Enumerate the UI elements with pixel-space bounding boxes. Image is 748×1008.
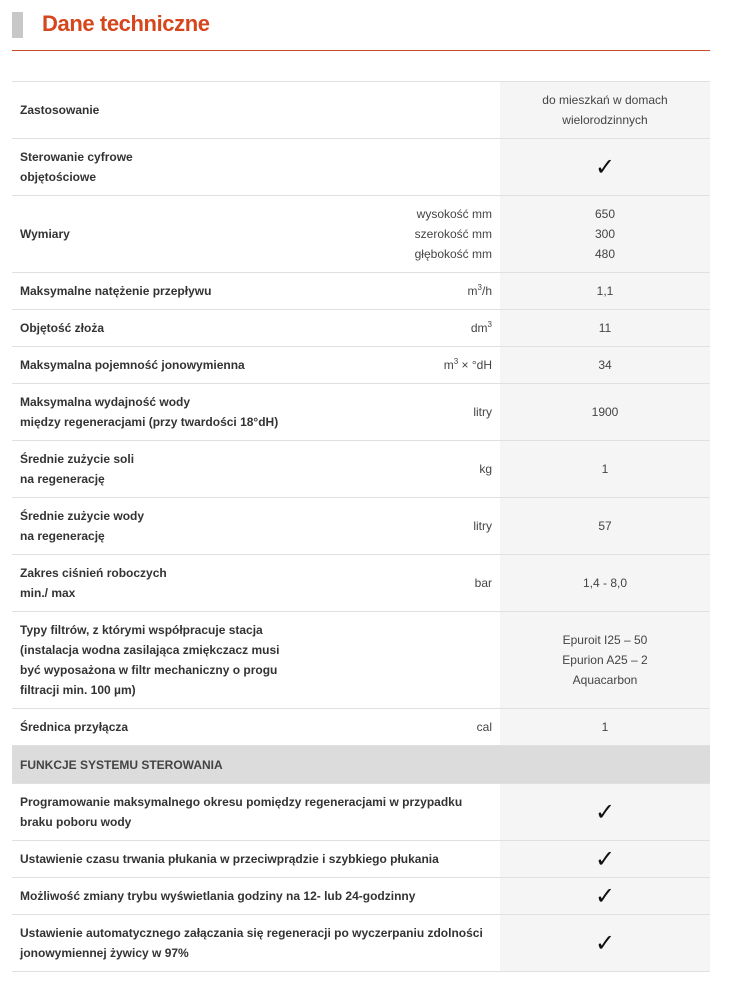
row-label-text: Maksymalna wydajność wody między regeneracjami (przy twardości 18°dH) (20, 395, 279, 429)
value-text: 11 (598, 321, 612, 335)
header-accent-bar (12, 12, 23, 38)
row-unit (310, 555, 500, 611)
function-value (500, 841, 710, 877)
unit-base: m (443, 358, 454, 372)
unit-text: wysokość mm (416, 207, 492, 221)
row-unit (310, 196, 500, 272)
table-row (12, 555, 710, 612)
row-label-text: Średnie zużycie wody na regenerację (20, 509, 145, 543)
unit-text: bar (474, 576, 492, 590)
row-unit (310, 384, 500, 440)
row-unit (310, 82, 500, 138)
section-header (12, 10, 710, 51)
function-label-text: Programowanie maksymalnego okresu pomiędzy regeneracjami w przypadku braku poboru wody (20, 795, 463, 829)
row-unit (310, 441, 500, 497)
function-row (12, 878, 710, 915)
unit-superscript: 3 (477, 283, 482, 292)
checkmark-icon: ✓ (594, 153, 616, 181)
row-label-text: Średnica przyłącza (20, 720, 129, 734)
row-label (12, 555, 310, 611)
unit-tail: × °dH (458, 358, 492, 372)
row-value (500, 612, 710, 708)
row-label-text: Objętość złoża (20, 321, 105, 335)
row-value (500, 498, 710, 554)
value-text: Epuroit I25 – 50 (562, 633, 648, 647)
row-value (500, 347, 710, 383)
unit-superscript: 3 (487, 320, 492, 329)
section-heading: FUNKCJE SYSTEMU STEROWANIA (12, 746, 710, 784)
unit-tail: /h (481, 284, 492, 298)
row-label (12, 82, 310, 138)
unit-text (444, 355, 492, 375)
row-unit (310, 273, 500, 309)
value-text: 1,1 (596, 284, 614, 298)
row-label (12, 498, 310, 554)
function-label (12, 784, 500, 840)
row-value (500, 709, 710, 745)
row-unit (310, 709, 500, 745)
row-label-text: Typy filtrów, z którymi współpracuje stacja (instalacja wodna zasilająca zmiękczacz musi być wyposażona w filtr mechaniczny o progu filtracji min. 100 µm) (20, 623, 280, 697)
function-label (12, 915, 500, 971)
row-label-text: Sterowanie cyfrowe objętościowe (20, 150, 133, 184)
table-row (12, 384, 710, 441)
unit-text: kg (479, 462, 492, 476)
function-label (12, 841, 500, 877)
value-text: 57 (598, 519, 612, 533)
value-text: 480 (594, 247, 616, 261)
row-label (12, 612, 310, 708)
row-unit (310, 612, 500, 708)
table-row (12, 82, 710, 139)
unit-text: litry (473, 405, 492, 419)
row-label (12, 709, 310, 745)
unit-superscript: 3 (453, 357, 459, 366)
row-value (500, 384, 710, 440)
row-label-text: Zakres ciśnień roboczych min./ max (20, 566, 167, 600)
value-text: 300 (594, 227, 616, 241)
table-row (12, 139, 710, 196)
table-row (12, 196, 710, 273)
row-label (12, 139, 310, 195)
function-row (12, 841, 710, 878)
table-row (12, 709, 710, 746)
function-row (12, 784, 710, 841)
row-label-text: Maksymalne natężenie przepływu (20, 284, 212, 298)
value-text: 34 (598, 358, 612, 372)
value-text: Epurion A25 – 2 (562, 653, 648, 667)
row-unit (310, 139, 500, 195)
table-row (12, 347, 710, 384)
unit-text (471, 318, 492, 338)
table-row (12, 498, 710, 555)
value-text: 1,4 - 8,0 (582, 576, 628, 590)
value-text: wielorodzinnych (562, 113, 648, 127)
value-text: Aquacarbon (572, 673, 638, 687)
unit-base: m (467, 284, 478, 298)
unit-text: szerokość mm (414, 227, 492, 241)
function-label-text: Możliwość zmiany trybu wyświetlania godziny na 12- lub 24-godzinny (20, 889, 416, 903)
row-label (12, 384, 310, 440)
table-row (12, 612, 710, 709)
row-value (500, 82, 710, 138)
unit-base: dm (470, 321, 488, 335)
unit-text: głębokość mm (414, 247, 492, 261)
page-title: Dane techniczne (42, 11, 210, 36)
value-text: do mieszkań w domach (542, 93, 668, 107)
function-label-text: Ustawienie automatycznego załączania się regeneracji po wyczerpaniu zdolności jonowymiennej żywicy w 97% (20, 926, 483, 960)
unit-text (468, 281, 492, 301)
row-unit (310, 310, 500, 346)
checkmark-icon: ✓ (594, 845, 616, 873)
row-label-text: Wymiary (20, 227, 70, 241)
unit-text: litry (473, 519, 492, 533)
row-value (500, 310, 710, 346)
row-label-text: Średnie zużycie soli na regenerację (20, 452, 135, 486)
value-text: 1900 (591, 405, 619, 419)
row-label (12, 347, 310, 383)
table-row (12, 310, 710, 347)
value-text: 650 (594, 207, 616, 221)
table-row (12, 273, 710, 310)
function-value (500, 878, 710, 914)
row-label-text: Zastosowanie (20, 103, 100, 117)
row-label (12, 441, 310, 497)
row-label (12, 310, 310, 346)
value-text: 1 (601, 462, 609, 476)
row-label-text: Maksymalna pojemność jonowymienna (20, 358, 245, 372)
function-value (500, 915, 710, 971)
tech-spec-table (12, 81, 710, 972)
function-value (500, 784, 710, 840)
value-text: 1 (601, 720, 609, 734)
row-label (12, 196, 310, 272)
row-value (500, 441, 710, 497)
row-value (500, 139, 710, 195)
unit-text: cal (476, 720, 492, 734)
function-row (12, 915, 710, 972)
row-label (12, 273, 310, 309)
checkmark-icon: ✓ (594, 798, 616, 826)
table-row (12, 441, 710, 498)
function-label-text: Ustawienie czasu trwania płukania w przeciwprądzie i szybkiego płukania (20, 852, 439, 866)
checkmark-icon: ✓ (594, 929, 616, 957)
row-unit (310, 498, 500, 554)
row-value (500, 273, 710, 309)
checkmark-icon: ✓ (594, 882, 616, 910)
row-value (500, 196, 710, 272)
row-unit (310, 347, 500, 383)
function-label (12, 878, 500, 914)
row-value (500, 555, 710, 611)
